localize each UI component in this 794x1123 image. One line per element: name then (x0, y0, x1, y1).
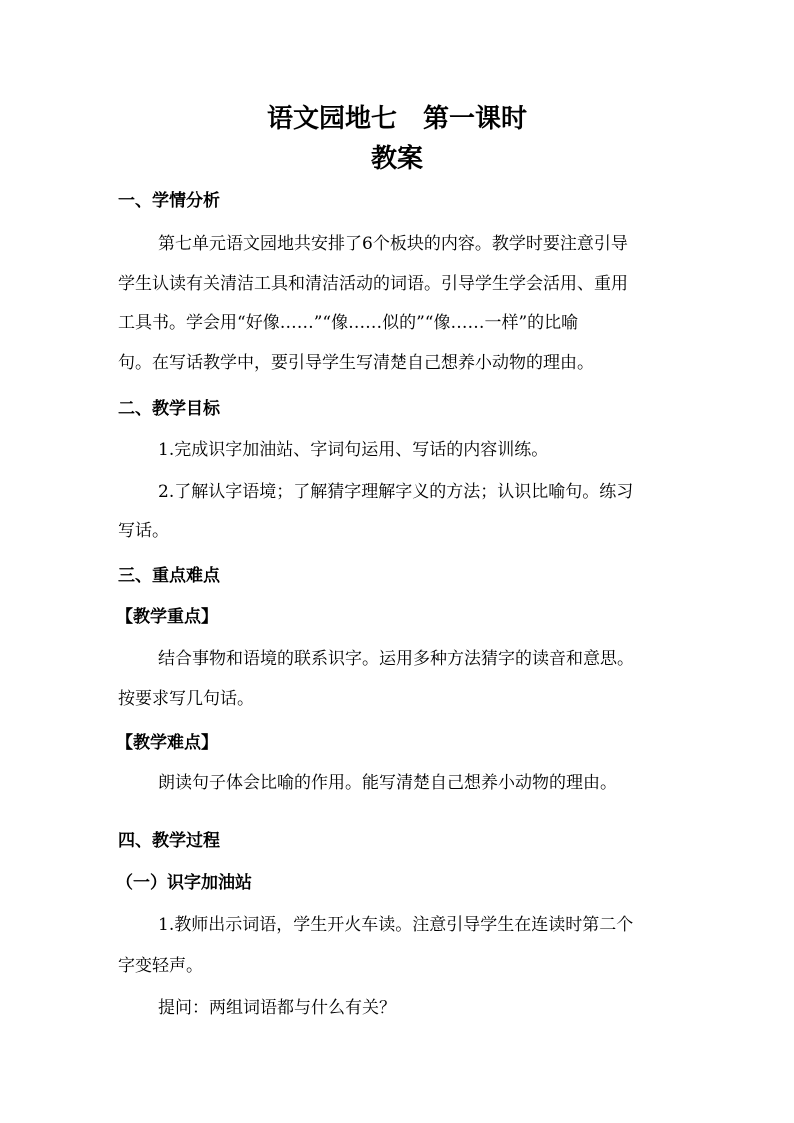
paragraph-line: 句。在写话教学中，要引导学生写清楚自己想养小动物的理由。 (118, 353, 594, 373)
objective-item: 1.完成识字加油站、字词句运用、写话的内容训练。 (158, 440, 549, 460)
document-title: 语文园地七 第一课时 (266, 104, 527, 134)
key-points-heading: 【教学重点】 (116, 607, 218, 627)
paragraph-line: 第七单元语文园地共安排了6个板块的内容。教学时要注意引导 (158, 234, 628, 254)
sub-heading-literacy: （一）识字加油站 (116, 873, 252, 893)
paragraph-line: 按要求写几句话。 (118, 689, 254, 709)
paragraph-line: 1.教师出示词语，学生开火车读。注意引导学生在连读时第二个 (158, 915, 634, 935)
paragraph-line: 结合事物和语境的联系识字。运用多种方法猜字的读音和意思。 (158, 649, 634, 669)
paragraph-line: 字变轻声。 (118, 956, 203, 976)
section-heading-analysis: 一、学情分析 (118, 191, 220, 211)
paragraph-line: 学生认读有关清洁工具和清洁活动的词语。引导学生学会活用、重用 (118, 274, 628, 294)
paragraph-line: 提问：两组词语都与什么有关？ (158, 998, 396, 1018)
document-subtitle: 教案 (370, 144, 423, 174)
section-heading-process: 四、教学过程 (118, 831, 220, 851)
paragraph-line: 工具书。学会用“好像……”“像……似的”“像……一样”的比喻 (118, 313, 579, 333)
section-heading-key-points: 三、重点难点 (118, 566, 220, 586)
paragraph-line: 朗读句子体会比喻的作用。能写清楚自己想养小动物的理由。 (158, 773, 617, 793)
paragraph-line: 写话。 (118, 521, 169, 541)
section-heading-objectives: 二、教学目标 (118, 399, 220, 419)
difficulty-heading: 【教学难点】 (116, 733, 218, 753)
objective-item: 2.了解认字语境；了解猜字理解字义的方法；认识比喻句。练习 (158, 482, 634, 502)
